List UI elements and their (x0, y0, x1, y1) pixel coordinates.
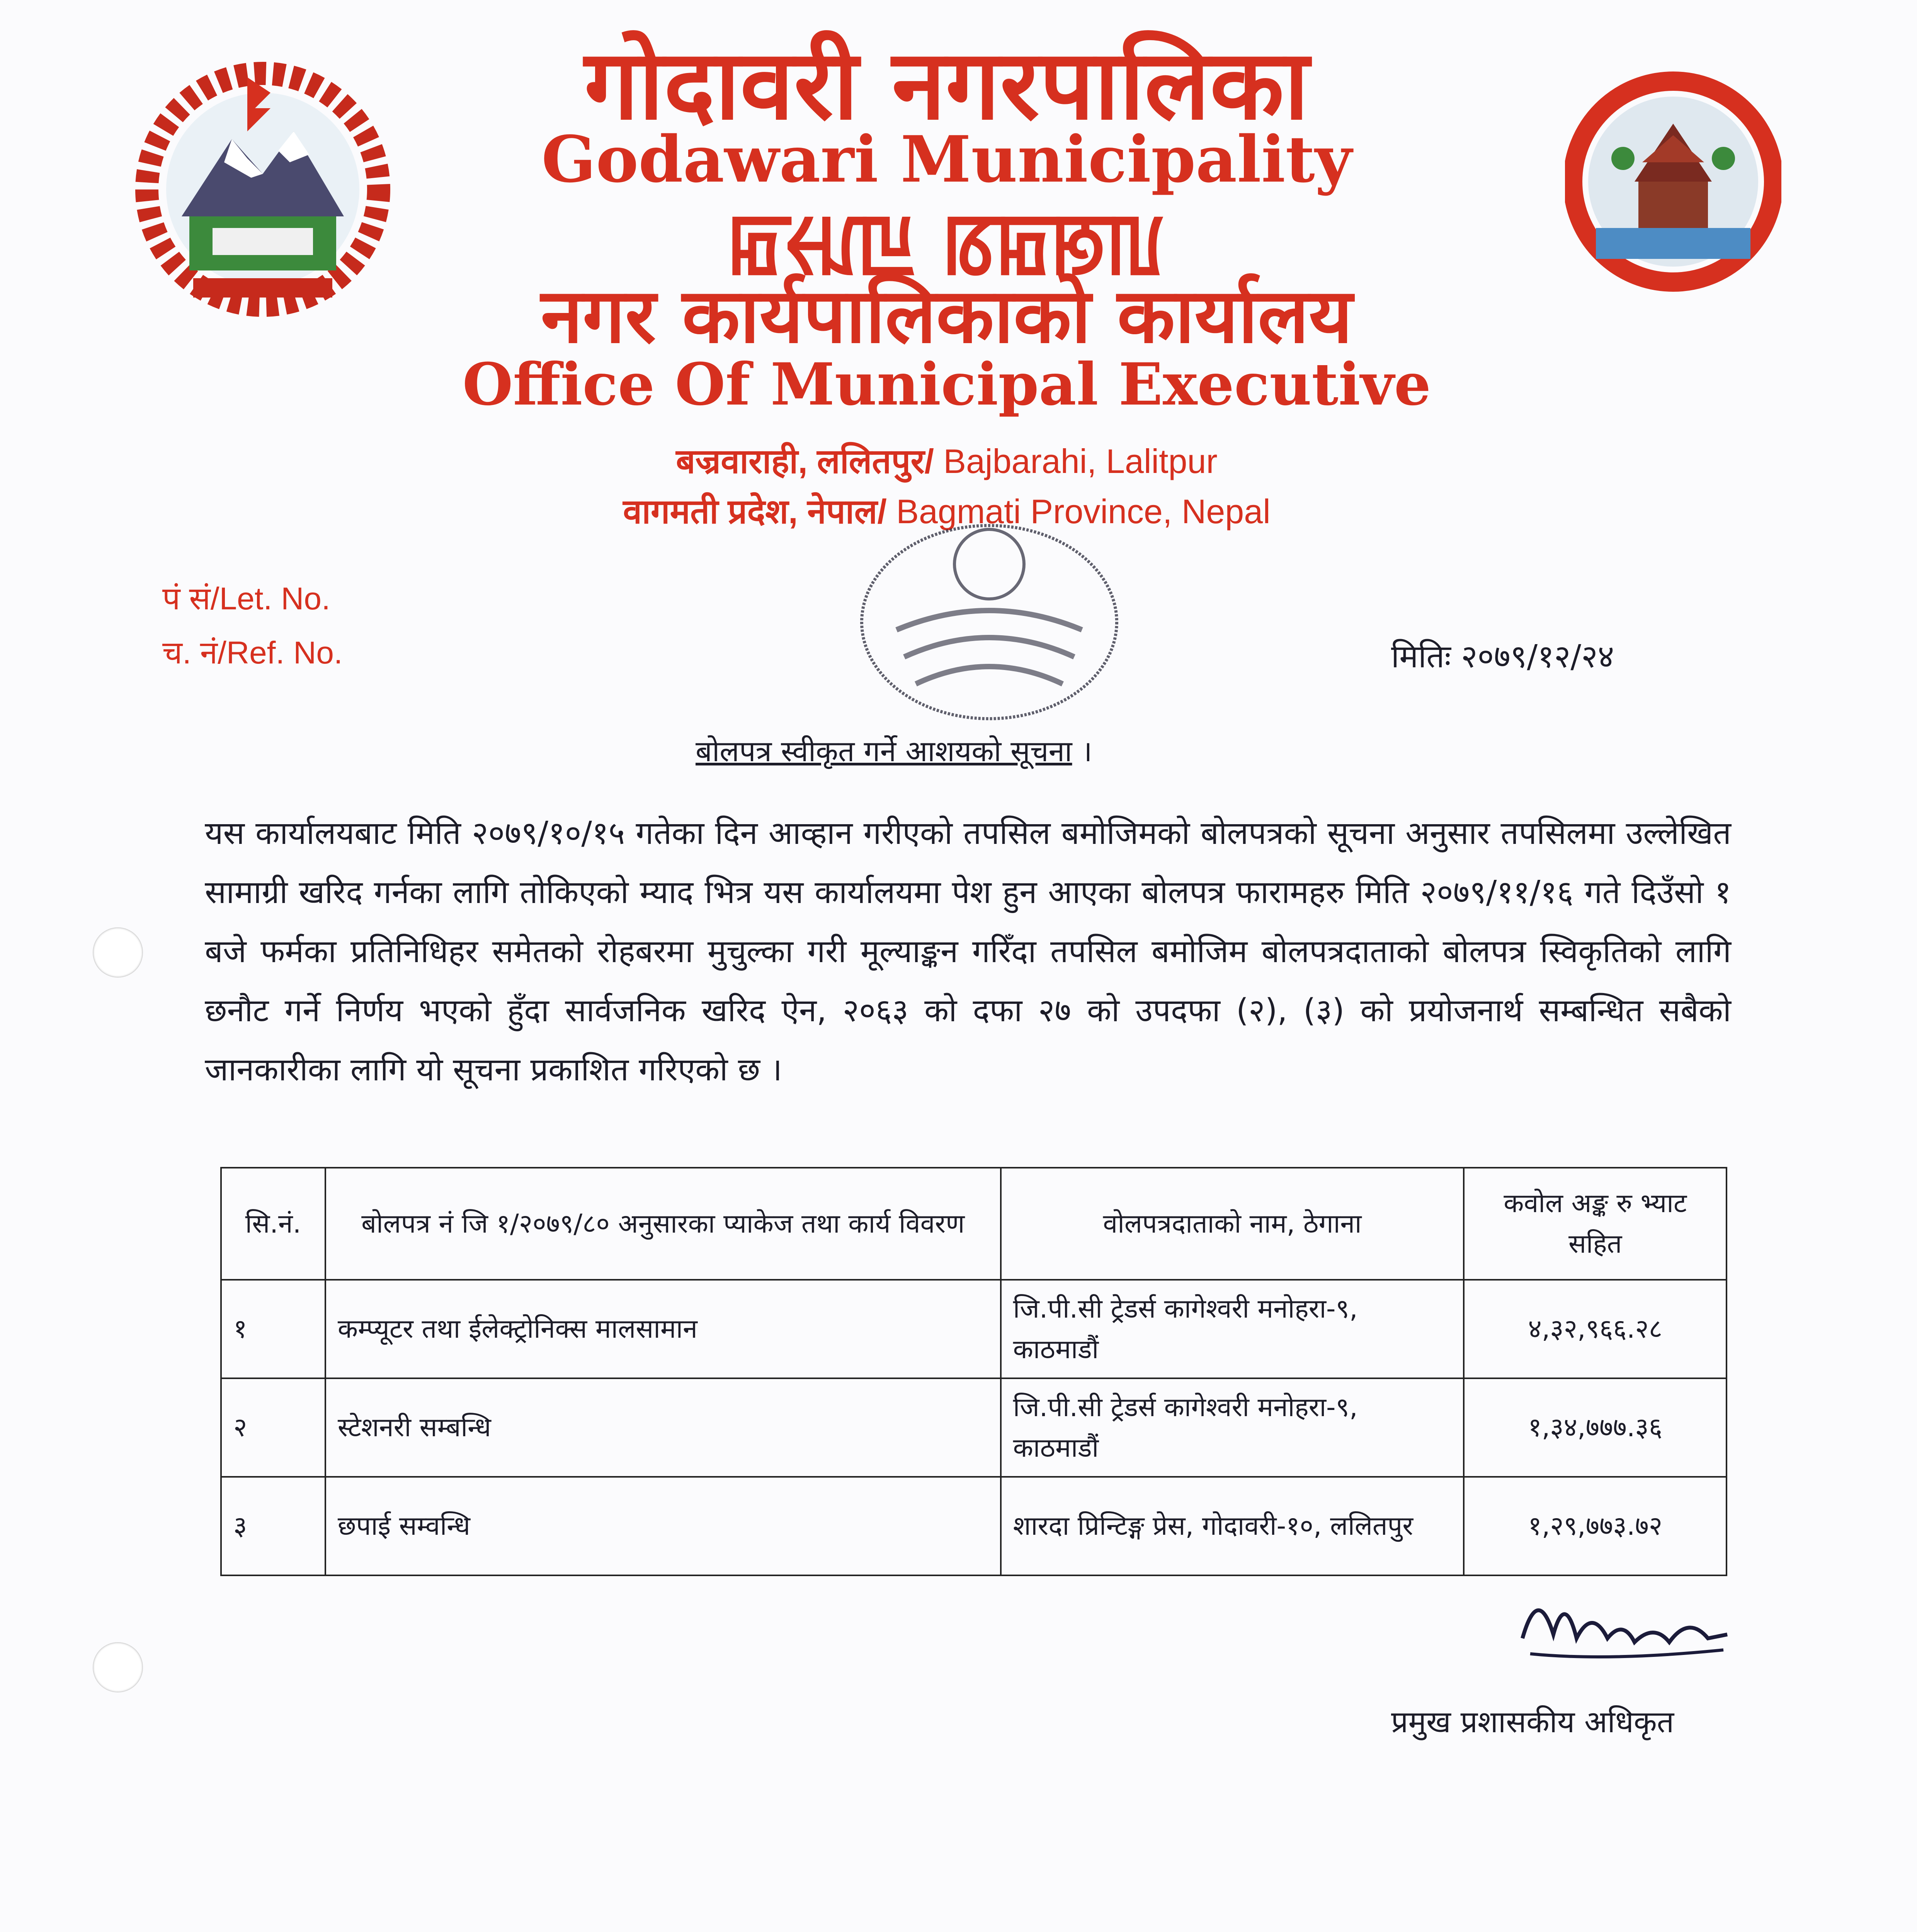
row-work: छपाई सम्वन्धि (325, 1477, 1001, 1575)
signatory-title: प्रमुख प्रशासकीय अधिकृत (1391, 1705, 1674, 1740)
address-line-1-nepali: बज्रवाराही, ललितपुर/ (676, 442, 934, 480)
address-line-2-nepali: वागमती प्रदेश, नेपाल/ (623, 492, 887, 531)
row-sn: २ (221, 1378, 325, 1477)
notice-subject-end: । (1081, 734, 1092, 768)
column-header-amount: कवोल अङ्क रु भ्याट सहित (1464, 1168, 1726, 1280)
municipality-logo-icon (1565, 70, 1781, 294)
bid-table (220, 1167, 1727, 1576)
notice-body: यस कार्यालयबाट मिति २०७९/१०/१५ गतेका दिन आव्हान गरीएको तपसिल बमोजिमको बोलपत्रको सूचना अनुसार तपसिलमा उल्लेखित सामाग्री खरिद गर्नका लागि तोकिएको म्याद भित्र यस कार्यालयमा पेश हुन आएका बोलपत्र फारामहरु मिति २०७९/११/१६ गते दिउँसो १ बजे फर्मका प्रतिनिधिहर समेतको रोहबरमा मुचुल्का गरी मूल्याङ्कन गरिँदा तपसिल बमोजिम बोलपत्रदाताको बोलपत्र स्विकृतिको लागि छनौट गर्ने निर्णय भएको हुँदा सार्वजनिक खरिद ऐन, २०६३ को दफा २७ को उपदफा (२), (३) को प्रयोजनार्थ सम्बन्धित सबैको जानकारीका लागि यो सूचना प्रकाशित गरिएको छ । (205, 815, 1731, 1088)
notice-subject-text: बोलपत्र स्वीकृत गर्ने आशयको सूचना (696, 734, 1072, 768)
row-work: स्टेशनरी सम्बन्धि (325, 1378, 1001, 1477)
row-bidder: जि.पी.सी ट्रेडर्स कागेश्वरी मनोहरा-९, काठमाडौं (1001, 1280, 1464, 1378)
notice-subject (696, 730, 1092, 770)
office-name-english: Office Of Municipal Executive (462, 350, 1431, 418)
letter-number-label: पं सं/Let. No. (162, 581, 330, 616)
address-line-1 (502, 444, 1391, 478)
row-bidder: जि.पी.सी ट्रेडर्स कागेश्वरी मनोहरा-९, काठमाडौं (1001, 1378, 1464, 1477)
column-header-sn: सि.नं. (221, 1168, 325, 1280)
punch-hole (93, 927, 143, 978)
row-sn: ३ (221, 1477, 325, 1575)
table-row (221, 1280, 1726, 1378)
reference-number-label: च. नं/Ref. No. (162, 635, 343, 670)
signature-mark (1507, 1561, 1739, 1685)
column-header-work: बोलपत्र नं जि १/२०७९/८० अनुसारका प्याकेज तथा कार्य विवरण (325, 1168, 1001, 1280)
office-name-nepali: नगर कार्यपालिकाको कार्यालय (541, 272, 1353, 360)
nepal-emblem-icon (135, 62, 390, 317)
municipality-name-newari: ꡂꡡꡊꡖ ꡋꡂꡐꡃ (728, 198, 1165, 288)
office-seal-stamp (850, 514, 1128, 730)
table-row (221, 1477, 1726, 1575)
punch-hole (93, 1642, 143, 1692)
municipality-name-english: Godawari Municipality (541, 122, 1352, 197)
row-amount: १,३४,७७७.३६ (1464, 1378, 1726, 1477)
notice-date: मितिः २०७९/१२/२४ (1391, 638, 1614, 675)
row-amount: ४,३२,९६६.२८ (1464, 1280, 1726, 1378)
row-bidder: शारदा प्रिन्टिङ्ग प्रेस, गोदावरी-१०, ललितपुर (1001, 1477, 1464, 1575)
row-amount: १,२९,७७३.७२ (1464, 1477, 1726, 1575)
municipality-name-nepali: गोदावरी नगरपालिका (584, 29, 1309, 141)
row-work: कम्प्यूटर तथा ईलेक्ट्रोनिक्स मालसामान (325, 1280, 1001, 1378)
table-header-row (221, 1168, 1726, 1280)
row-sn: १ (221, 1280, 325, 1378)
address-line-1-english: Bajbarahi, Lalitpur (943, 442, 1218, 480)
table-row (221, 1378, 1726, 1477)
column-header-bidder: वोलपत्रदाताको नाम, ठेगाना (1001, 1168, 1464, 1280)
address-line-2-english: Bagmati Province, Nepal (896, 492, 1271, 531)
